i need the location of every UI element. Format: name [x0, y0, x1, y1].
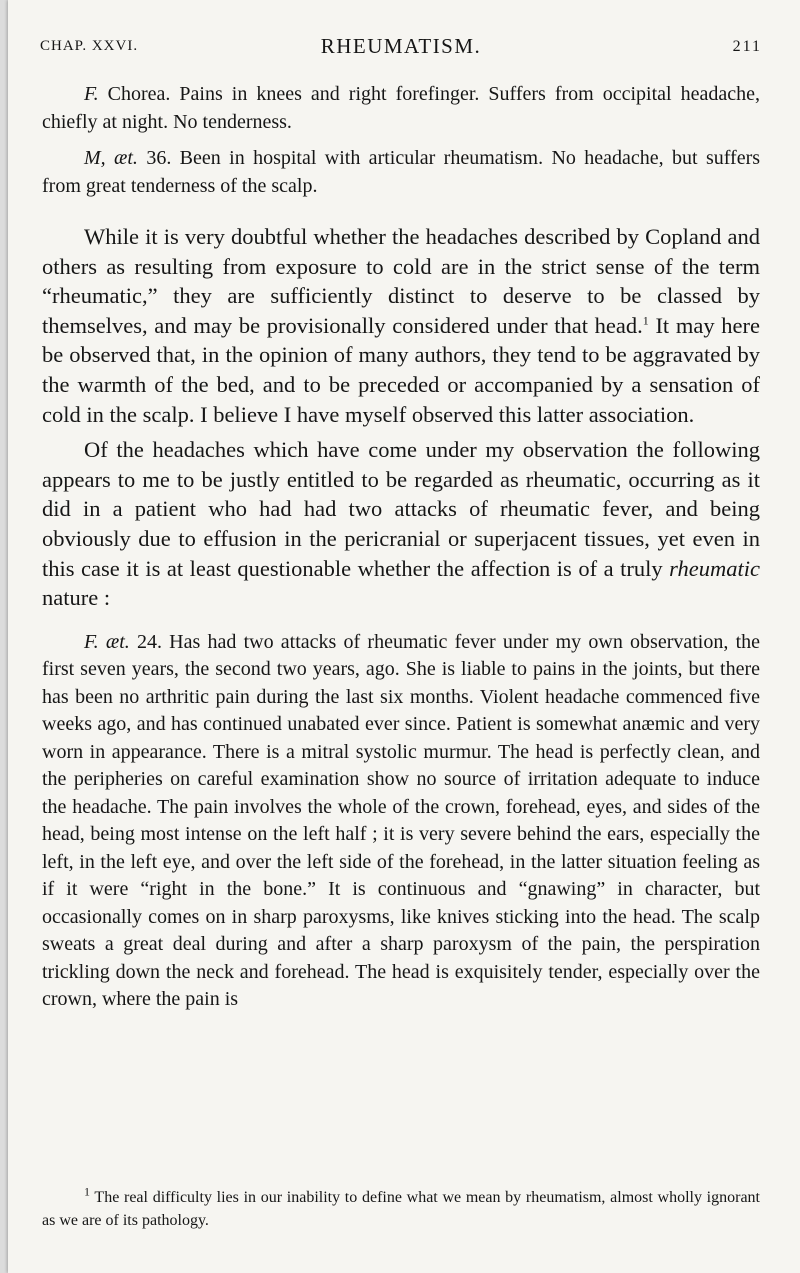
- footnote-reference: 1: [642, 313, 649, 328]
- running-header: [40, 34, 762, 60]
- case-note-3: [42, 629, 760, 1014]
- case-text: 24. Has had two attacks of rheumatic fever under my own observation, the first seven years, the second two years, ago. She is liable to pains in the joints, but there has been no arthritic pain during the last six months. Violent headache commenced five weeks ago, and has continued unabated ever since. Patient is somewhat anæmic and very worn in appearance. There is a mitral systolic murmur. The head is perfectly clean, and the peripheries on careful examination show no source of irritation adequate to induce the headache. The pain involves the whole of the crown, forehead, eyes, and sides of the head, being most intense on the left half ; it is very severe behind the ears, especially the left, in the left eye, and over the left side of the forehead, in the latter situation feeling as if it were “right in the bone.” It is continuous and “gnawing” in character, but occasionally comes on in sharp paroxysms, like knives sticking into the head. The scalp sweats a great deal during and after a sharp paroxysm of the pain, the perspiration trickling down the neck and forehead. The head is exquisitely tender, especially over the crown, where the pain is: [42, 630, 760, 1011]
- case-lead: M, æt.: [84, 147, 138, 169]
- case-lead: F.: [84, 83, 99, 105]
- book-page: [8, 0, 800, 1273]
- footnote-mark: 1: [84, 1184, 90, 1199]
- paragraph-rheumatic-headaches: While it is very doubtful whether the headaches described by Copland and others as resulting from exposure to cold are in the strict sense of the term “rheumatic,” they are sufficiently distinct to deserve to be classed by themselves, and may be provisionally considered under that head.$^1$ It may here be observed that, in the opinion of many authors, they tend to be aggravated by the warmth of the bed, and to be preceded or accompanied by a sensation of cold in the scalp. I believe I have myself observed this latter association.: [42, 224, 761, 427]
- case-lead: F. æt.: [84, 630, 130, 653]
- emphasis-rheumatic: rheumatic: [669, 555, 760, 581]
- page-body: [42, 80, 760, 1014]
- case-text: 36. Been in hospital with articular rheumatism. No headache, but suffers from great tenderness of the scalp.: [42, 147, 761, 197]
- page-number: 211: [732, 38, 762, 55]
- footnote: [42, 1186, 760, 1232]
- chapter-label: CHAP. XXVI.: [40, 38, 139, 54]
- running-title: RHEUMATISM.: [320, 34, 482, 58]
- case-note-1: [42, 80, 760, 136]
- paragraph-observation: Of the headaches which have come under my observation the following appears to me to be justly entitled to be regarded as rheumatic, occurring as it did in a patient who had had two attacks of rheumatic fever, and being obviously due to effusion in the pericranial or superjacent tissues, yet even in this case it is at least questionable whether the affection is of a truly rheumatic nature :: [42, 437, 760, 611]
- case-text: Chorea. Pains in knees and right forefinger. Suffers from occipital headache, chiefly at night. No tenderness.: [42, 83, 760, 133]
- footnote-text: The real difficulty lies in our inability to define what we mean by rheumatism, almost wholly ignorant as we are of its pathology.: [42, 1189, 760, 1229]
- case-note-2: [42, 144, 760, 200]
